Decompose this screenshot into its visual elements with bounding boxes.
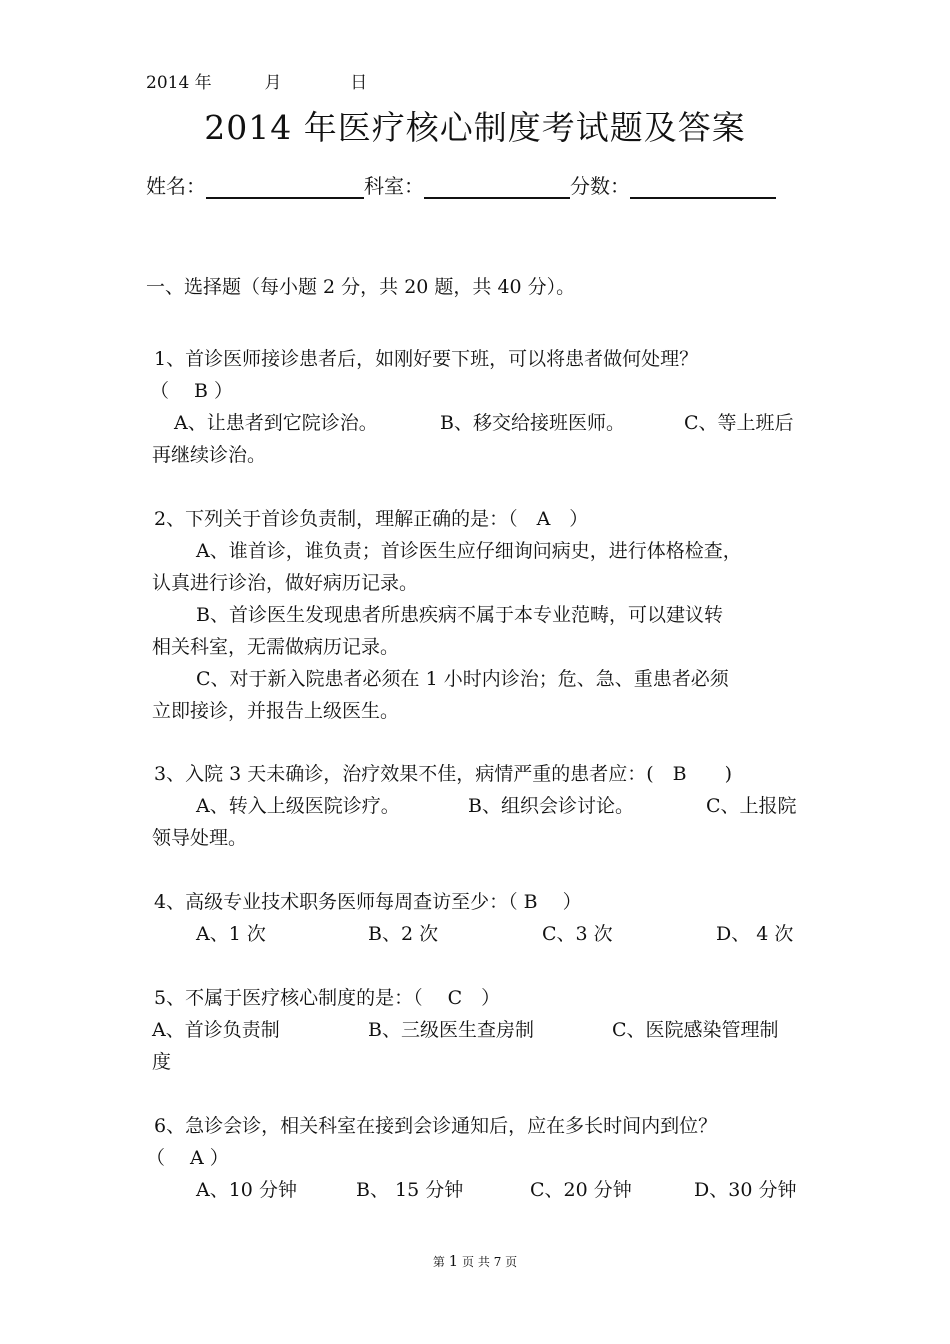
q2-option-c-line1: C、对于新入院患者必须在 1 小时内诊治；危、急、重患者必须 <box>196 668 729 690</box>
page-total: 7 <box>493 1255 502 1269</box>
q5-option-a: A、首诊负责制 <box>152 1019 280 1041</box>
q5-option-c: C、医院感染管理制 <box>612 1019 779 1041</box>
q3-option-b: B、组织会诊讨论。 <box>468 795 634 817</box>
page-suffix: 页 <box>505 1255 518 1269</box>
q6-option-b: B、 15 分钟 <box>356 1179 464 1201</box>
q1-option-b: B、移交给接班医师。 <box>440 412 625 434</box>
page-title: 2014 年医疗核心制度考试题及答案 <box>204 108 746 147</box>
q3-option-c: C、上报院 <box>706 795 797 817</box>
q6-option-c: C、20 分钟 <box>530 1179 632 1201</box>
date-day: 日 <box>350 73 368 93</box>
dept-label: 科室： <box>364 174 424 198</box>
date-line <box>146 68 367 93</box>
section-heading: 一、选择题（每小题 2 分，共 20 题，共 40 分）。 <box>146 276 576 298</box>
q1-option-c: C、等上班后 <box>684 412 794 434</box>
q1-answer: （ B ） <box>150 380 234 402</box>
page-current: 1 <box>448 1252 459 1270</box>
q4-option-c: C、3 次 <box>542 923 613 945</box>
q3-option-a: A、转入上级医院诊疗。 <box>196 795 400 817</box>
q4-option-d: D、 4 次 <box>716 923 794 945</box>
q1-option-c-cont: 再继续诊治。 <box>152 444 267 466</box>
q5-option-b: B、三级医生查房制 <box>368 1019 534 1041</box>
q3-stem: 3、入院 3 天未确诊，治疗效果不佳，病情严重的患者应：( B ) <box>154 763 733 785</box>
q6-option-d: D、30 分钟 <box>694 1179 797 1201</box>
page-prefix: 第 <box>432 1255 445 1269</box>
q6-stem: 6、急诊会诊，相关科室在接到会诊通知后，应在多长时间内到位？ <box>154 1115 718 1137</box>
page-mid: 页 共 <box>462 1255 490 1269</box>
q2-option-b-line1: B、首诊医生发现患者所患疾病不属于本专业范畴，可以建议转 <box>196 604 723 626</box>
dept-blank[interactable] <box>424 177 570 199</box>
q4-option-a: A、1 次 <box>196 923 266 945</box>
info-fields <box>146 170 776 199</box>
score-blank[interactable] <box>630 177 776 199</box>
q6-option-a: A、10 分钟 <box>196 1179 297 1201</box>
q4-option-b: B、2 次 <box>368 923 439 945</box>
q2-option-a-line1: A、谁首诊，谁负责；首诊医生应仔细询问病史，进行体格检查， <box>196 540 742 562</box>
q5-option-c-cont: 度 <box>152 1051 172 1073</box>
q2-option-b-line2: 相关科室，无需做病历记录。 <box>152 636 400 658</box>
q2-option-c-line2: 立即接诊，并报告上级医生。 <box>152 700 400 722</box>
q6-answer: （ A ） <box>146 1147 229 1169</box>
date-year: 2014 年 <box>146 73 212 93</box>
q1-option-a: A、让患者到它院诊治。 <box>174 412 378 434</box>
q2-option-a-line2: 认真进行诊治，做好病历记录。 <box>152 572 419 594</box>
q2-stem: 2、下列关于首诊负责制，理解正确的是：（ A ） <box>154 508 589 530</box>
name-blank[interactable] <box>206 177 364 199</box>
q4-stem: 4、高级专业技术职务医师每周查访至少：（ B ） <box>154 891 582 913</box>
name-label: 姓名： <box>146 174 206 198</box>
score-label: 分数： <box>570 174 630 198</box>
date-month: 月 <box>264 73 282 93</box>
q3-option-c-cont: 领导处理。 <box>152 827 248 849</box>
q5-stem: 5、不属于医疗核心制度的是：（ C ） <box>154 987 501 1009</box>
q1-stem: 1、首诊医师接诊患者后，如刚好要下班，可以将患者做何处理？ <box>154 348 699 370</box>
page-number <box>0 1252 950 1270</box>
